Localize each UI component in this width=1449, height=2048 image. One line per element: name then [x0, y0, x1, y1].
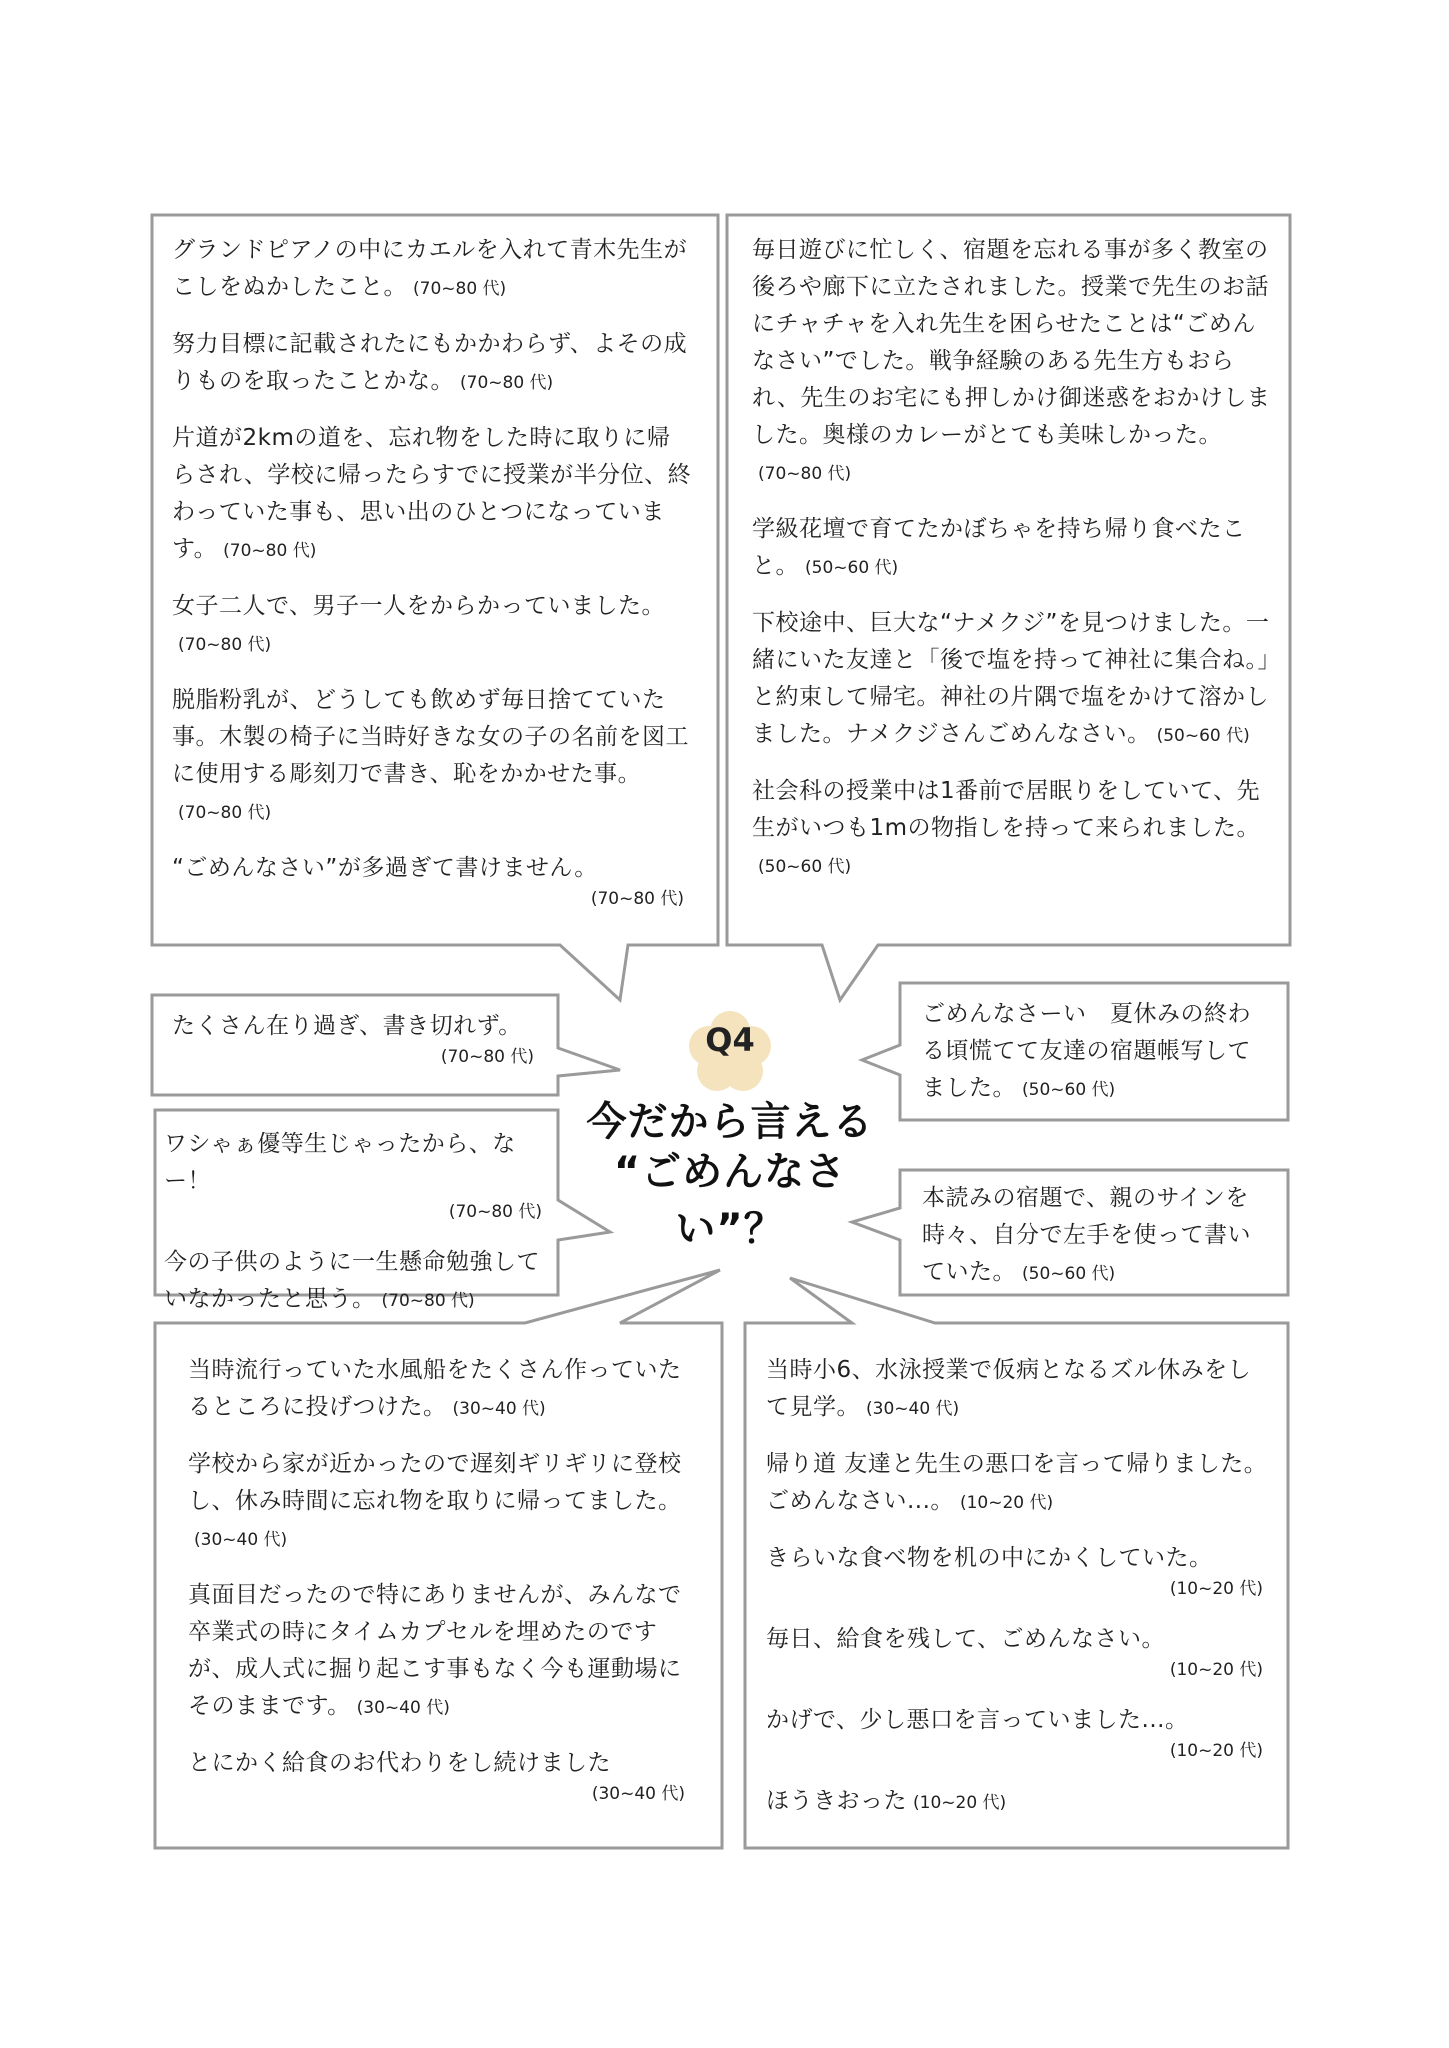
comment-entry: [172, 232, 692, 308]
comment-entry: [188, 1745, 693, 1808]
age-group-label: (30~40 代): [452, 1399, 546, 1419]
age-group-label: (70~80 代): [758, 464, 852, 484]
age-group-label: (50~60 代): [1156, 726, 1250, 746]
question-title-line1: 今だから言える: [586, 1099, 874, 1145]
comment-text: 社会科の授業中は1番前で居眠りをしていて、先生がいつも1mの物指しを持って来られました。: [752, 778, 1261, 841]
comment-text: 下校途中、巨大な“ナメクジ”を見つけました。一緒にいた友達と「後で塩を持って神社に集合ね。」と約束して帰宅。神社の片隅で塩をかけて溶かしました。ナメクジさんごめんなさい。: [752, 610, 1270, 747]
comment-entry: [766, 1540, 1271, 1603]
comment-text: 学校から家が近かったので遅刻ギリギリに登校し、休み時間に忘れ物を取りに帰ってました。: [188, 1451, 682, 1514]
bubble-mid-left-1: [172, 1008, 542, 1089]
age-group-label: (10~20 代): [1169, 1741, 1263, 1761]
comment-text: 真面目だったので特にありませんが、みんなで卒業式の時にタイムカプセルを埋めたのですが、成人式に掘り起こす事もなく今も運動場にそのままです。: [188, 1582, 682, 1719]
comment-entry: [172, 326, 692, 402]
comment-entry: [766, 1783, 1271, 1822]
comment-entry: [752, 511, 1272, 587]
question-label: Q4: [705, 1021, 755, 1059]
age-group-label: (70~80 代): [460, 373, 554, 393]
age-group-label: (70~80 代): [223, 541, 317, 561]
age-group-label: (70~80 代): [590, 889, 684, 909]
age-group-label: (50~60 代): [1022, 1080, 1116, 1100]
age-group-label: (10~20 代): [1169, 1660, 1263, 1680]
comment-text: きらいな食べ物を机の中にかくしていた。: [766, 1545, 1213, 1571]
comment-entry: [172, 1008, 542, 1071]
comment-entry: [172, 682, 692, 832]
comment-text: 学級花壇で育てたかぼちゃを持ち帰り食べたこと。: [752, 516, 1246, 579]
comment-text: 女子二人で、男子一人をからかっていました。: [172, 593, 666, 619]
bubble-bottom-right: [766, 1352, 1271, 1840]
age-group-label: (30~40 代): [591, 1784, 685, 1804]
comment-text: 毎日遊びに忙しく、宿題を忘れる事が多く教室の後ろや廊下に立たされました。授業で先生のお話にチャチャを入れ先生を困らせたことは“ごめんなさい”でした。戦争経験のある先生方もおられ、先生のお宅にも押しかけ御迷惑をおかけしました。奥様のカレーがとても美味しかった。: [752, 237, 1271, 448]
comment-text: ごめんなさーい 夏休みの終わる頃慌てて友達の宿題帳写してました。: [922, 1001, 1251, 1101]
age-group-label: (50~60 代): [1022, 1264, 1116, 1284]
comment-text: とにかく給食のお代わりをし続けました: [188, 1750, 611, 1776]
comment-entry: [172, 850, 692, 913]
age-group-label: (10~20 代): [913, 1793, 1007, 1813]
age-group-label: (70~80 代): [381, 1291, 475, 1311]
comment-text: ほうきおった: [766, 1788, 907, 1814]
age-group-label: (50~60 代): [805, 558, 899, 578]
comment-text: かげで、少し悪口を言っていました...。: [766, 1707, 1189, 1733]
comment-entry: [752, 232, 1272, 493]
bubble-top-left: [172, 232, 692, 931]
comment-text: 当時小6、水泳授業で仮病となるズル休みをして見学。: [766, 1357, 1252, 1420]
comment-entry: [188, 1352, 693, 1428]
age-group-label: (70~80 代): [413, 279, 507, 299]
comment-entry: [766, 1352, 1271, 1428]
age-group-label: (70~80 代): [178, 803, 272, 823]
comment-text: 脱脂粉乳が、どうしても飲めず毎日捨てていた事。木製の椅子に当時好きな女の子の名前を図工に使用する彫刻刀で書き、恥をかかせた事。: [172, 687, 689, 787]
question-center: [560, 990, 900, 1252]
bubble-bottom-left: [188, 1352, 693, 1826]
comment-text: ワシゃぁ優等生じゃったから、なー！: [164, 1131, 516, 1194]
comment-text: たくさん在り過ぎ、書き切れず。: [172, 1013, 522, 1039]
bubble-top-right: [752, 232, 1272, 904]
age-group-label: (10~20 代): [1169, 1579, 1263, 1599]
question-title-line2: “ごめんなさい”？: [613, 1149, 847, 1252]
age-group-label: (30~40 代): [194, 1530, 288, 1550]
age-group-label: (30~40 代): [356, 1698, 450, 1718]
comment-entry: [766, 1702, 1271, 1765]
comment-text: グランドピアノの中にカエルを入れて青木先生がこしをぬかしたこと。: [172, 237, 688, 300]
comment-text: 毎日、給食を残して、ごめんなさい。: [766, 1626, 1166, 1652]
bubble-mid-right-2: [922, 1180, 1272, 1311]
comment-text: “ごめんなさい”が多過ぎて書けません。: [172, 855, 598, 881]
comment-text: 帰り道 友達と先生の悪口を言って帰りました。ごめんなさい...。: [766, 1451, 1268, 1514]
comment-entry: [172, 588, 692, 664]
comment-entry: [188, 1577, 693, 1727]
comment-text: 当時流行っていた水風船をたくさん作っていたるところに投げつけた。: [188, 1357, 682, 1420]
age-group-label: (50~60 代): [758, 857, 852, 877]
comment-entry: [752, 605, 1272, 755]
comment-text: 今の子供のように一生懸命勉強していなかったと思う。: [164, 1249, 540, 1312]
comment-text: 本読みの宿題で、親のサインを時々、自分で左手を使って書いていた。: [922, 1185, 1251, 1285]
comment-entry: [922, 1180, 1272, 1293]
comment-text: 努力目標に記載されたにもかかわらず、よその成りものを取ったことかな。: [172, 331, 688, 394]
comment-entry: [172, 420, 692, 570]
comment-entry: [766, 1621, 1271, 1684]
bubble-mid-right-1: [922, 996, 1272, 1127]
age-group-label: (70~80 代): [440, 1047, 534, 1067]
age-group-label: (30~40 代): [866, 1399, 960, 1419]
comment-entry: [164, 1244, 550, 1320]
comment-text: 片道が2kmの道を、忘れ物をした時に取りに帰らされ、学校に帰ったらすでに授業が半分位、終わっていた事も、思い出のひとつになっています。: [172, 425, 692, 562]
comment-entry: [752, 773, 1272, 886]
age-group-label: (70~80 代): [178, 635, 272, 655]
age-group-label: (70~80 代): [448, 1202, 542, 1222]
age-group-label: (10~20 代): [959, 1493, 1054, 1513]
comment-entry: [164, 1126, 550, 1226]
comment-entry: [922, 996, 1272, 1109]
bubble-mid-left-2: [164, 1126, 550, 1338]
comment-entry: [188, 1446, 693, 1559]
comment-entry: [766, 1446, 1271, 1522]
